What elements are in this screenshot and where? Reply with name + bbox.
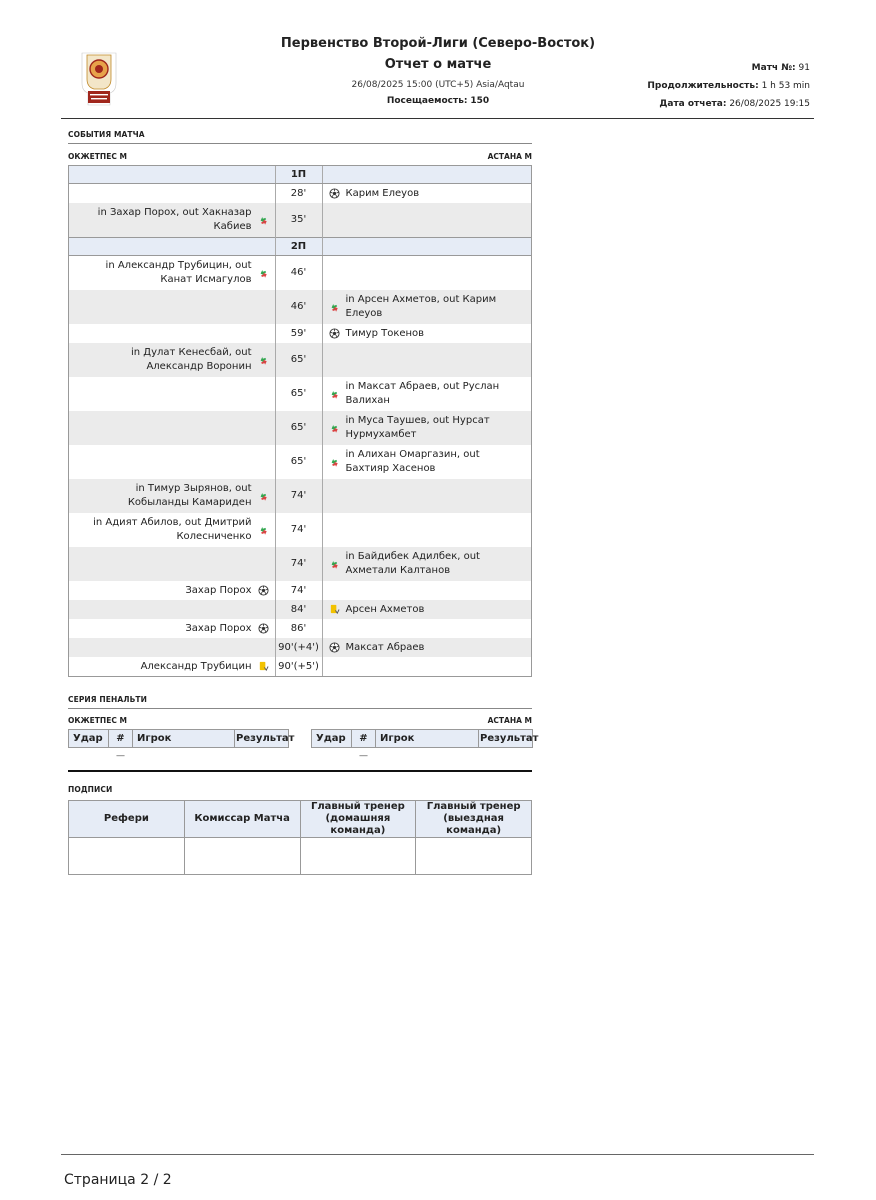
half-home-cell — [68, 166, 275, 184]
event-home-text: in Александр Трубицин, out Канат Исмагулов — [105, 260, 252, 285]
penalties-home-table — [68, 729, 295, 762]
event-row — [68, 547, 532, 581]
event-minute: 90'(+5') — [275, 657, 322, 677]
event-away-cell — [322, 445, 532, 479]
event-row — [68, 619, 532, 638]
event-away-cell — [322, 638, 532, 657]
event-home-text: Александр Трубицин — [140, 660, 252, 672]
event-home-text: in Адият Абилов, out Дмитрий Колесниченко — [93, 517, 252, 542]
event-away-text: in Максат Абраев, out Руслан Валихан — [345, 381, 500, 406]
yellow-card-icon — [329, 604, 340, 615]
substitution-icon — [329, 423, 340, 434]
event-row — [68, 445, 532, 479]
event-minute: 46' — [275, 290, 322, 324]
event-home-cell — [68, 324, 275, 343]
pen-home-col-shot: Удар — [69, 730, 109, 748]
pen-home-col-number: # — [109, 730, 133, 748]
half-header-row — [68, 166, 532, 184]
event-row — [68, 657, 532, 677]
event-away-text: Карим Елеуов — [345, 187, 420, 199]
event-away-cell — [322, 600, 532, 619]
sign-cell-referee[interactable] — [69, 838, 185, 875]
event-row — [68, 411, 532, 445]
report-date-label: Дата отчета: — [659, 99, 727, 109]
footer-divider — [61, 1154, 814, 1155]
event-away-cell — [322, 479, 532, 513]
report-title: Отчет о матче — [384, 57, 492, 72]
substitution-icon — [329, 559, 340, 570]
event-away-cell — [322, 256, 532, 291]
event-row — [68, 377, 532, 411]
event-row — [68, 324, 532, 343]
pen-away-col-player: Игрок — [376, 730, 479, 748]
penalties-end-rule — [68, 770, 532, 772]
event-home-cell — [68, 581, 275, 600]
pen-away-empty: — — [359, 751, 368, 761]
substitution-icon — [258, 525, 269, 536]
substitution-icon — [258, 355, 269, 366]
event-home-text: in Тимур Зырянов, out Кобыланды Камариден — [127, 483, 252, 508]
event-minute: 65' — [275, 377, 322, 411]
penalties-divider — [68, 708, 532, 709]
pen-away-col-result: Результат — [479, 730, 533, 748]
yellow-card-icon — [258, 661, 269, 672]
half-label: 2П — [275, 238, 322, 256]
sign-cell-commissioner[interactable] — [184, 838, 300, 875]
event-minute: 90'(+4') — [275, 638, 322, 657]
sign-col-away-coach: Главный тренер (выездная команда) — [416, 801, 532, 838]
page-number: Страница 2 / 2 — [64, 1172, 172, 1188]
event-home-cell — [68, 638, 275, 657]
sign-col-commissioner: Комиссар Матча — [184, 801, 300, 838]
event-minute: 59' — [275, 324, 322, 343]
events-table — [68, 165, 532, 677]
match-number-label: Матч №: — [751, 63, 796, 73]
goal-ball-icon — [329, 188, 340, 199]
substitution-icon — [329, 457, 340, 468]
half-label: 1П — [275, 166, 322, 184]
event-away-text: Арсен Ахметов — [345, 603, 425, 615]
event-away-cell — [322, 547, 532, 581]
match-duration — [647, 81, 810, 91]
attendance-value: 150 — [470, 96, 490, 106]
event-minute: 84' — [275, 600, 322, 619]
substitution-icon — [258, 491, 269, 502]
event-home-text: Захар Порох — [185, 622, 252, 634]
event-away-cell — [322, 377, 532, 411]
event-away-text: in Алихан Омаргазин, out Бахтияр Хасенов — [345, 449, 480, 474]
pen-away-col-shot: Удар — [312, 730, 352, 748]
sign-cell-home-coach[interactable] — [300, 838, 416, 875]
event-minute: 65' — [275, 445, 322, 479]
sign-cell-away-coach[interactable] — [416, 838, 532, 875]
pen-home-empty: — — [116, 751, 125, 761]
attendance-label: Посещаемость: — [386, 96, 468, 106]
substitution-icon — [329, 389, 340, 400]
event-away-cell — [322, 203, 532, 238]
event-home-text: in Захар Порох, out Хакназар Кабиев — [97, 207, 252, 232]
event-home-cell — [68, 411, 275, 445]
event-row — [68, 184, 532, 204]
event-row — [68, 290, 532, 324]
substitution-icon — [258, 215, 269, 226]
event-away-text: in Муса Таушев, out Нурсат Нурмухамбет — [345, 415, 490, 440]
report-date — [659, 99, 810, 109]
duration-label: Продолжительность: — [647, 81, 759, 91]
events-home-team: ОКЖЕТПЕС М — [68, 152, 127, 161]
event-home-cell — [68, 256, 275, 291]
substitution-icon — [258, 268, 269, 279]
sign-col-referee: Рефери — [69, 801, 185, 838]
match-datetime: 26/08/2025 15:00 (UTC+5) Asia/Aqtau — [351, 80, 525, 90]
event-away-cell — [322, 513, 532, 547]
goal-ball-icon — [258, 623, 269, 634]
header-divider — [61, 118, 814, 119]
substitution-icon — [329, 302, 340, 313]
event-minute: 65' — [275, 343, 322, 377]
event-home-cell — [68, 203, 275, 238]
duration-value: 1 h 53 min — [761, 81, 810, 91]
event-away-cell — [322, 411, 532, 445]
event-home-text: Захар Порох — [185, 584, 252, 596]
event-home-cell — [68, 619, 275, 638]
penalties-home-team: ОКЖЕТПЕС М — [68, 716, 127, 725]
event-away-cell — [322, 324, 532, 343]
events-section-title: СОБЫТИЯ МАТЧА — [68, 130, 145, 139]
pen-home-col-player: Игрок — [133, 730, 235, 748]
event-row — [68, 600, 532, 619]
event-row — [68, 479, 532, 513]
half-away-cell — [322, 238, 532, 256]
tournament-title: Первенство Второй-Лиги (Северо-Восток) — [280, 36, 596, 51]
event-row — [68, 581, 532, 600]
event-home-cell — [68, 290, 275, 324]
penalties-away-team: АСТАНА М — [487, 716, 532, 725]
goal-ball-icon — [258, 585, 269, 596]
events-divider — [68, 143, 532, 144]
event-home-cell — [68, 377, 275, 411]
event-row — [68, 203, 532, 238]
half-away-cell — [322, 166, 532, 184]
event-minute: 74' — [275, 513, 322, 547]
signatures-section-title: ПОДПИСИ — [68, 785, 113, 794]
event-home-cell — [68, 343, 275, 377]
event-away-cell — [322, 581, 532, 600]
event-home-cell — [68, 657, 275, 677]
half-header-row — [68, 238, 532, 256]
goal-ball-icon — [329, 642, 340, 653]
event-minute: 65' — [275, 411, 322, 445]
event-away-cell — [322, 290, 532, 324]
event-away-cell — [322, 184, 532, 204]
event-row — [68, 513, 532, 547]
event-away-cell — [322, 619, 532, 638]
penalties-away-table — [311, 729, 539, 762]
goal-ball-icon — [329, 328, 340, 339]
penalties-section-title: СЕРИЯ ПЕНАЛЬТИ — [68, 695, 148, 704]
event-minute: 35' — [275, 203, 322, 238]
event-home-cell — [68, 479, 275, 513]
sign-col-home-coach: Главный тренер (домашняя команда) — [300, 801, 416, 838]
event-minute: 28' — [275, 184, 322, 204]
event-minute: 74' — [275, 479, 322, 513]
pen-home-col-result: Результат — [235, 730, 289, 748]
event-away-text: Тимур Токенов — [345, 327, 425, 339]
event-row — [68, 256, 532, 291]
pen-away-col-number: # — [352, 730, 376, 748]
event-row — [68, 343, 532, 377]
event-minute: 74' — [275, 547, 322, 581]
signatures-table — [68, 800, 532, 875]
event-home-cell — [68, 547, 275, 581]
report-date-value: 26/08/2025 19:15 — [729, 99, 810, 109]
half-home-cell — [68, 238, 275, 256]
event-row — [68, 638, 532, 657]
event-home-cell — [68, 184, 275, 204]
event-home-cell — [68, 513, 275, 547]
event-away-text: Максат Абраев — [345, 641, 425, 653]
event-away-text: in Арсен Ахметов, out Карим Елеуов — [345, 294, 497, 319]
event-minute: 74' — [275, 581, 322, 600]
event-away-cell — [322, 343, 532, 377]
event-home-cell — [68, 445, 275, 479]
event-away-text: in Байдибек Адилбек, out Ахметали Калтанов — [345, 551, 480, 576]
event-home-cell — [68, 600, 275, 619]
event-minute: 46' — [275, 256, 322, 291]
event-away-cell — [322, 657, 532, 677]
event-minute: 86' — [275, 619, 322, 638]
event-home-text: in Дулат Кенесбай, out Александр Воронин — [130, 347, 252, 372]
events-away-team: АСТАНА М — [487, 152, 532, 161]
match-number-value: 91 — [798, 63, 810, 73]
match-number — [752, 63, 810, 73]
